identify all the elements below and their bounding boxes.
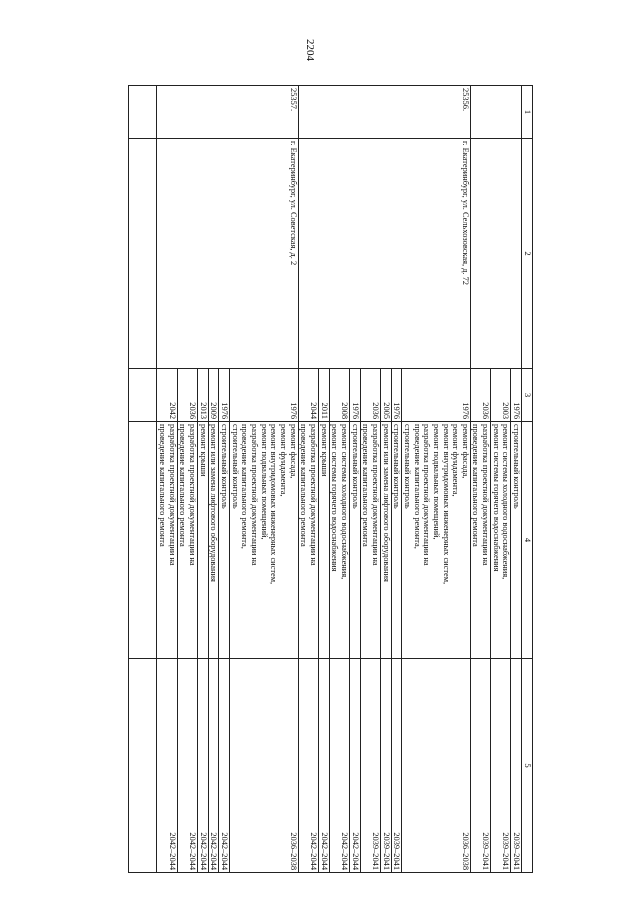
header-col-3: 3 xyxy=(522,369,533,422)
period-cell: 2039–2041 xyxy=(391,659,402,873)
period-cell: 2042–2044 xyxy=(319,659,330,873)
period-cell: 2039–2041 xyxy=(360,659,380,873)
table-row xyxy=(402,86,471,873)
period-cell: 2042–2044 xyxy=(198,659,209,873)
work-cell: ремонт системы холодного водоснабжения, ремонт системы горячего водоснабжения xyxy=(491,422,511,659)
period-cell: 2039–2041 xyxy=(491,659,511,873)
period-cell: 2042–2044 xyxy=(298,659,318,873)
table-spacer-row xyxy=(129,86,157,873)
work-cell: строительный контроль xyxy=(391,422,402,659)
work-cell: разработка проектной документации на проведение капитального ремонта xyxy=(298,422,318,659)
year-cell: 1976 xyxy=(402,369,471,422)
header-row xyxy=(522,86,533,873)
address-cell xyxy=(470,139,521,369)
period-cell: 2039–2041 xyxy=(511,659,522,873)
year-cell: 2036 xyxy=(177,369,197,422)
empty-cell xyxy=(129,139,157,369)
repair-schedule-table xyxy=(129,85,534,873)
work-cell: ремонт или замена лифтового оборудования xyxy=(208,422,219,659)
year-cell: 1976 xyxy=(230,369,299,422)
header-col-2: 2 xyxy=(522,139,533,369)
empty-cell xyxy=(129,422,157,659)
empty-cell xyxy=(129,86,157,139)
period-cell: 2042–2044 xyxy=(157,659,177,873)
year-cell: 1976 xyxy=(349,369,360,422)
year-cell: 2013 xyxy=(198,369,209,422)
year-cell: 2003 xyxy=(491,369,511,422)
work-cell: строительный контроль xyxy=(349,422,360,659)
year-cell: 2005 xyxy=(380,369,391,422)
header-col-1: 1 xyxy=(522,86,533,139)
period-cell: 2039–2041 xyxy=(380,659,391,873)
work-cell: ремонт фасада, ремонт фундамента, ремонт внутридомовых инженерных систем, ремонт подвальных помещений, разработка проектной документации на проведение капитального ремонта, строительный контроль xyxy=(230,422,299,659)
number-cell: 25356. xyxy=(298,86,470,139)
work-cell: разработка проектной документации на проведение капитального ремонта xyxy=(157,422,177,659)
empty-cell xyxy=(129,369,157,422)
period-cell: 2039–2041 xyxy=(470,659,490,873)
period-cell: 2042–2044 xyxy=(349,659,360,873)
work-cell: разработка проектной документации на проведение капитального ремонта xyxy=(470,422,490,659)
period-cell: 2042–2044 xyxy=(208,659,219,873)
period-cell: 2042–2044 xyxy=(219,659,230,873)
year-cell: 1976 xyxy=(511,369,522,422)
header-col-4: 4 xyxy=(522,422,533,659)
year-cell: 2008 xyxy=(329,369,349,422)
work-cell: разработка проектной документации на проведение капитального ремонта xyxy=(177,422,197,659)
empty-cell xyxy=(129,659,157,873)
table-frame xyxy=(88,85,533,870)
year-cell: 2036 xyxy=(360,369,380,422)
period-cell: 2036–2038 xyxy=(402,659,471,873)
work-cell: ремонт крыши xyxy=(319,422,330,659)
work-cell: строительный контроль xyxy=(219,422,230,659)
table-row xyxy=(230,86,299,873)
period-cell: 2042–2044 xyxy=(329,659,349,873)
work-cell: ремонт фасада, ремонт фундамента, ремонт внутридомовых инженерных систем, ремонт подвальных помещений, разработка проектной документации на проведение капитального ремонта, строительный контроль xyxy=(402,422,471,659)
header-col-5: 5 xyxy=(522,659,533,873)
work-cell: ремонт системы холодного водоснабжения, ремонт системы горячего водоснабжения xyxy=(329,422,349,659)
number-cell: 25357. xyxy=(157,86,298,139)
table-row xyxy=(511,86,522,873)
period-cell: 2042–2044 xyxy=(177,659,197,873)
work-cell: ремонт крыши xyxy=(198,422,209,659)
year-cell: 2036 xyxy=(470,369,490,422)
work-cell: ремонт или замена лифтового оборудования xyxy=(380,422,391,659)
year-cell: 1976 xyxy=(391,369,402,422)
year-cell: 2011 xyxy=(319,369,330,422)
year-cell: 1976 xyxy=(219,369,230,422)
year-cell: 2044 xyxy=(298,369,318,422)
address-cell: г. Екатеринбург, ул. Сельхозовская, д. 72 xyxy=(298,139,470,369)
work-cell: строительный контроль xyxy=(511,422,522,659)
address-cell: г. Екатеринбург, ул. Советская, д. 2 xyxy=(157,139,298,369)
work-cell: разработка проектной документации на проведение капитального ремонта xyxy=(360,422,380,659)
rotated-page xyxy=(88,85,533,870)
year-cell: 2042 xyxy=(157,369,177,422)
period-cell: 2036–2038 xyxy=(230,659,299,873)
page-number: 2204 xyxy=(304,39,316,61)
year-cell: 2009 xyxy=(208,369,219,422)
number-cell xyxy=(470,86,521,139)
